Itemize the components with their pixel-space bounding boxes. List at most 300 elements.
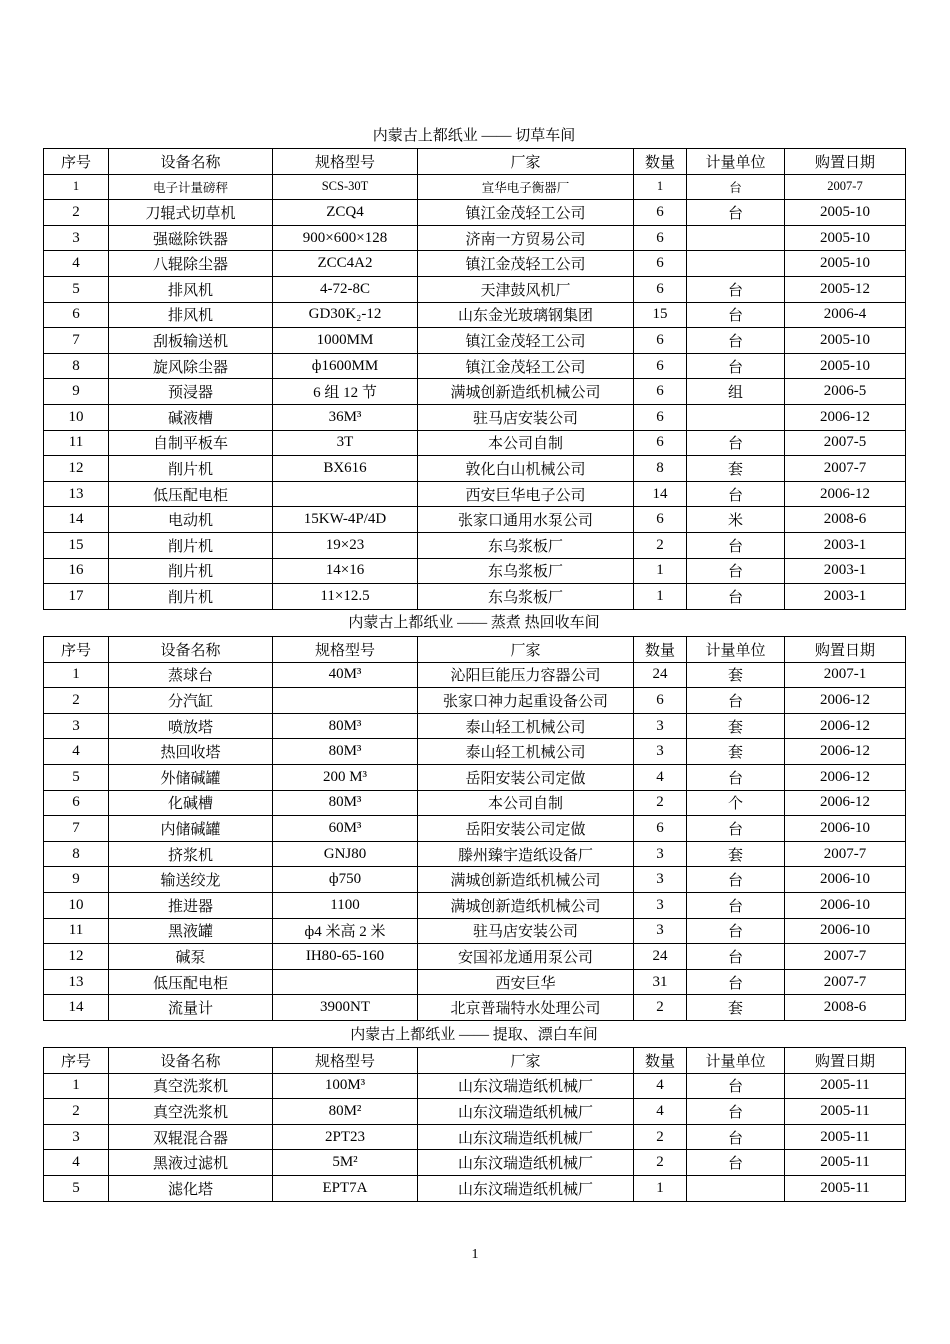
quantity-cell: 6 [634, 328, 687, 354]
unit-cell: 套 [687, 995, 785, 1021]
quantity-cell: 1 [634, 558, 687, 584]
unit-cell: 台 [687, 1150, 785, 1176]
purchase-date-cell: 2006-12 [785, 790, 906, 816]
header-manufacturer: 厂家 [418, 149, 634, 175]
quantity-cell: 2 [634, 790, 687, 816]
serial-number-cell: 12 [44, 456, 109, 482]
section-title-bleaching: 内蒙古上都纸业 —— 提取、漂白车间 [350, 1027, 598, 1043]
table-row [44, 739, 906, 765]
quantity-cell: 2 [634, 532, 687, 558]
table-row [44, 430, 906, 456]
serial-number-cell: 14 [44, 507, 109, 533]
unit-cell: 套 [687, 841, 785, 867]
table-row [44, 764, 906, 790]
header-quantity: 数量 [634, 1048, 687, 1074]
table-row [44, 302, 906, 328]
table-row [44, 841, 906, 867]
quantity-cell: 6 [634, 225, 687, 251]
model-spec-cell: SCS-30T [273, 174, 418, 200]
serial-number-cell: 1 [44, 174, 109, 200]
table-row [44, 1124, 906, 1150]
quantity-cell: 3 [634, 918, 687, 944]
table-row [44, 816, 906, 842]
quantity-cell: 6 [634, 816, 687, 842]
manufacturer-cell: 滕州臻宇造纸设备厂 [418, 841, 634, 867]
equipment-table-bleaching [43, 1047, 906, 1202]
serial-number-cell: 5 [44, 276, 109, 302]
unit-cell: 套 [687, 713, 785, 739]
model-spec-cell: 2PT23 [273, 1124, 418, 1150]
manufacturer-cell: 宣华电子衡器厂 [418, 174, 634, 200]
equipment-name-cell: 黑液过滤机 [109, 1150, 273, 1176]
manufacturer-cell: 西安巨华 [418, 969, 634, 995]
purchase-date-cell: 2007-7 [785, 944, 906, 970]
quantity-cell: 6 [634, 404, 687, 430]
purchase-date-cell: 2006-5 [785, 379, 906, 405]
table-row [44, 200, 906, 226]
model-spec-cell: 19×23 [273, 532, 418, 558]
unit-cell: 组 [687, 379, 785, 405]
header-unit: 计量单位 [687, 1048, 785, 1074]
model-spec-cell: 4-72-8C [273, 276, 418, 302]
table-row [44, 790, 906, 816]
quantity-cell: 6 [634, 276, 687, 302]
purchase-date-cell: 2006-12 [785, 481, 906, 507]
equipment-name-cell: 推进器 [109, 892, 273, 918]
header-quantity: 数量 [634, 149, 687, 175]
equipment-name-cell: 热回收塔 [109, 739, 273, 765]
model-spec-cell: ZCQ4 [273, 200, 418, 226]
manufacturer-cell: 驻马店安装公司 [418, 918, 634, 944]
model-spec-cell: 80M³ [273, 713, 418, 739]
model-spec-cell: 36M³ [273, 404, 418, 430]
unit-cell: 米 [687, 507, 785, 533]
manufacturer-cell: 山东汶瑞造纸机械厂 [418, 1073, 634, 1099]
page-number: 1 [471, 1247, 479, 1262]
purchase-date-cell: 2006-4 [785, 302, 906, 328]
equipment-name-cell: 削片机 [109, 558, 273, 584]
unit-cell: 台 [687, 892, 785, 918]
model-spec-cell: 14×16 [273, 558, 418, 584]
unit-cell: 台 [687, 276, 785, 302]
manufacturer-cell: 东乌浆板厂 [418, 558, 634, 584]
unit-cell [687, 225, 785, 251]
manufacturer-cell: 北京普瑞特水处理公司 [418, 995, 634, 1021]
header-serial-number: 序号 [44, 149, 109, 175]
purchase-date-cell: 2007-7 [785, 456, 906, 482]
quantity-cell: 6 [634, 688, 687, 714]
table-header-row [44, 637, 906, 663]
serial-number-cell: 5 [44, 764, 109, 790]
serial-number-cell: 4 [44, 251, 109, 277]
equipment-name-cell: 预浸器 [109, 379, 273, 405]
table-header-row [44, 149, 906, 175]
table-row [44, 688, 906, 714]
model-spec-cell: 1100 [273, 892, 418, 918]
manufacturer-cell: 张家口通用水泵公司 [418, 507, 634, 533]
purchase-date-cell: 2005-11 [785, 1073, 906, 1099]
table-row [44, 584, 906, 610]
manufacturer-cell: 岳阳安装公司定做 [418, 764, 634, 790]
unit-cell: 台 [687, 918, 785, 944]
unit-cell: 台 [687, 764, 785, 790]
serial-number-cell: 10 [44, 404, 109, 430]
unit-cell: 台 [687, 688, 785, 714]
manufacturer-cell: 山东金光玻璃钢集团 [418, 302, 634, 328]
model-spec-cell: 80M³ [273, 739, 418, 765]
serial-number-cell: 6 [44, 302, 109, 328]
quantity-cell: 6 [634, 251, 687, 277]
manufacturer-cell: 西安巨华电子公司 [418, 481, 634, 507]
table-row [44, 251, 906, 277]
quantity-cell: 31 [634, 969, 687, 995]
purchase-date-cell: 2006-12 [785, 404, 906, 430]
manufacturer-cell: 本公司自制 [418, 790, 634, 816]
manufacturer-cell: 镇江金茂轻工公司 [418, 200, 634, 226]
equipment-name-cell: 碱液槽 [109, 404, 273, 430]
equipment-name-cell: 刮板输送机 [109, 328, 273, 354]
table-row [44, 276, 906, 302]
model-spec-cell: ф4 米高 2 米 [273, 918, 418, 944]
serial-number-cell: 8 [44, 841, 109, 867]
header-manufacturer: 厂家 [418, 637, 634, 663]
manufacturer-cell: 沁阳巨能压力容器公司 [418, 662, 634, 688]
manufacturer-cell: 山东汶瑞造纸机械厂 [418, 1175, 634, 1201]
purchase-date-cell: 2006-10 [785, 867, 906, 893]
unit-cell [687, 1175, 785, 1201]
unit-cell: 台 [687, 532, 785, 558]
serial-number-cell: 17 [44, 584, 109, 610]
table-row [44, 456, 906, 482]
serial-number-cell: 16 [44, 558, 109, 584]
unit-cell: 台 [687, 353, 785, 379]
table-row [44, 225, 906, 251]
manufacturer-cell: 满城创新造纸机械公司 [418, 892, 634, 918]
manufacturer-cell: 镇江金茂轻工公司 [418, 353, 634, 379]
purchase-date-cell: 2005-10 [785, 200, 906, 226]
unit-cell: 套 [687, 456, 785, 482]
quantity-cell: 3 [634, 841, 687, 867]
equipment-name-cell: 电子计量磅秤 [109, 174, 273, 200]
unit-cell: 套 [687, 662, 785, 688]
manufacturer-cell: 山东汶瑞造纸机械厂 [418, 1099, 634, 1125]
table-row [44, 328, 906, 354]
table-row [44, 1175, 906, 1201]
manufacturer-cell: 泰山轻工机械公司 [418, 739, 634, 765]
purchase-date-cell: 2005-11 [785, 1099, 906, 1125]
purchase-date-cell: 2003-1 [785, 584, 906, 610]
quantity-cell: 2 [634, 995, 687, 1021]
manufacturer-cell: 敦化白山机械公司 [418, 456, 634, 482]
header-model-spec: 规格型号 [273, 637, 418, 663]
manufacturer-cell: 张家口神力起重设备公司 [418, 688, 634, 714]
equipment-name-cell: 内储碱罐 [109, 816, 273, 842]
model-spec-cell: 1000MM [273, 328, 418, 354]
header-equipment-name: 设备名称 [109, 1048, 273, 1074]
purchase-date-cell: 2003-1 [785, 532, 906, 558]
serial-number-cell: 3 [44, 713, 109, 739]
header-equipment-name: 设备名称 [109, 149, 273, 175]
model-spec-cell: ф750 [273, 867, 418, 893]
header-purchase-date: 购置日期 [785, 149, 906, 175]
model-spec-cell: 3T [273, 430, 418, 456]
quantity-cell: 4 [634, 764, 687, 790]
table-row [44, 558, 906, 584]
serial-number-cell: 7 [44, 328, 109, 354]
purchase-date-cell: 2007-1 [785, 662, 906, 688]
quantity-cell: 14 [634, 481, 687, 507]
model-spec-cell: 60M³ [273, 816, 418, 842]
quantity-cell: 6 [634, 430, 687, 456]
equipment-name-cell: 排风机 [109, 302, 273, 328]
table-row [44, 918, 906, 944]
quantity-cell: 24 [634, 944, 687, 970]
serial-number-cell: 1 [44, 662, 109, 688]
header-equipment-name: 设备名称 [109, 637, 273, 663]
equipment-name-cell: 真空洗浆机 [109, 1099, 273, 1125]
equipment-name-cell: 输送绞龙 [109, 867, 273, 893]
manufacturer-cell: 山东汶瑞造纸机械厂 [418, 1124, 634, 1150]
equipment-name-cell: 外储碱罐 [109, 764, 273, 790]
model-spec-cell [273, 688, 418, 714]
model-spec-cell [273, 969, 418, 995]
equipment-name-cell: 喷放塔 [109, 713, 273, 739]
quantity-cell: 4 [634, 1073, 687, 1099]
unit-cell: 台 [687, 1124, 785, 1150]
equipment-name-cell: 刀辊式切草机 [109, 200, 273, 226]
table-row [44, 507, 906, 533]
model-spec-cell: 100M³ [273, 1073, 418, 1099]
table-row [44, 867, 906, 893]
equipment-name-cell: 低压配电柜 [109, 481, 273, 507]
serial-number-cell: 15 [44, 532, 109, 558]
equipment-table-cooking [43, 636, 906, 1021]
purchase-date-cell: 2005-10 [785, 251, 906, 277]
quantity-cell: 6 [634, 200, 687, 226]
unit-cell: 台 [687, 200, 785, 226]
quantity-cell: 6 [634, 379, 687, 405]
manufacturer-cell: 济南一方贸易公司 [418, 225, 634, 251]
equipment-name-cell: 化碱槽 [109, 790, 273, 816]
table-row [44, 1150, 906, 1176]
manufacturer-cell: 东乌浆板厂 [418, 532, 634, 558]
model-spec-cell: 900×600×128 [273, 225, 418, 251]
model-spec-cell: EPT7A [273, 1175, 418, 1201]
purchase-date-cell: 2006-12 [785, 764, 906, 790]
model-spec-cell: 15KW-4P/4D [273, 507, 418, 533]
unit-cell: 台 [687, 174, 785, 200]
unit-cell: 个 [687, 790, 785, 816]
unit-cell: 台 [687, 944, 785, 970]
equipment-name-cell: 电动机 [109, 507, 273, 533]
table-row [44, 353, 906, 379]
table-row [44, 481, 906, 507]
manufacturer-cell: 岳阳安装公司定做 [418, 816, 634, 842]
model-spec-cell: IH80-65-160 [273, 944, 418, 970]
serial-number-cell: 11 [44, 430, 109, 456]
quantity-cell: 3 [634, 713, 687, 739]
unit-cell: 台 [687, 558, 785, 584]
serial-number-cell: 4 [44, 739, 109, 765]
header-serial-number: 序号 [44, 1048, 109, 1074]
equipment-name-cell: 滤化塔 [109, 1175, 273, 1201]
quantity-cell: 1 [634, 1175, 687, 1201]
manufacturer-cell: 满城创新造纸机械公司 [418, 379, 634, 405]
purchase-date-cell: 2008-6 [785, 507, 906, 533]
equipment-name-cell: 碱泵 [109, 944, 273, 970]
purchase-date-cell: 2006-10 [785, 892, 906, 918]
table-row [44, 1099, 906, 1125]
serial-number-cell: 2 [44, 688, 109, 714]
unit-cell: 台 [687, 584, 785, 610]
purchase-date-cell: 2005-11 [785, 1124, 906, 1150]
serial-number-cell: 6 [44, 790, 109, 816]
header-unit: 计量单位 [687, 149, 785, 175]
serial-number-cell: 13 [44, 481, 109, 507]
serial-number-cell: 2 [44, 200, 109, 226]
manufacturer-cell: 山东汶瑞造纸机械厂 [418, 1150, 634, 1176]
serial-number-cell: 1 [44, 1073, 109, 1099]
unit-cell [687, 251, 785, 277]
quantity-cell: 3 [634, 739, 687, 765]
table-row [44, 662, 906, 688]
model-spec-cell: GD30K₂-12 [273, 302, 418, 328]
unit-cell: 台 [687, 430, 785, 456]
equipment-name-cell: 分汽缸 [109, 688, 273, 714]
manufacturer-cell: 泰山轻工机械公司 [418, 713, 634, 739]
purchase-date-cell: 2005-10 [785, 353, 906, 379]
manufacturer-cell: 天津鼓风机厂 [418, 276, 634, 302]
table-row [44, 969, 906, 995]
unit-cell: 套 [687, 739, 785, 765]
purchase-date-cell: 2008-6 [785, 995, 906, 1021]
table-row [44, 174, 906, 200]
quantity-cell: 8 [634, 456, 687, 482]
manufacturer-cell: 驻马店安装公司 [418, 404, 634, 430]
model-spec-cell: 3900NT [273, 995, 418, 1021]
unit-cell: 台 [687, 302, 785, 328]
quantity-cell: 24 [634, 662, 687, 688]
purchase-date-cell: 2005-11 [785, 1150, 906, 1176]
model-spec-cell: 11×12.5 [273, 584, 418, 610]
header-model-spec: 规格型号 [273, 149, 418, 175]
serial-number-cell: 11 [44, 918, 109, 944]
section-title-cutting: 内蒙古上都纸业 —— 切草车间 [372, 128, 576, 144]
purchase-date-cell: 2006-10 [785, 918, 906, 944]
purchase-date-cell: 2007-7 [785, 174, 906, 200]
quantity-cell: 15 [634, 302, 687, 328]
table-row [44, 944, 906, 970]
unit-cell: 台 [687, 867, 785, 893]
model-spec-cell: 6 组 12 节 [273, 379, 418, 405]
purchase-date-cell: 2003-1 [785, 558, 906, 584]
serial-number-cell: 12 [44, 944, 109, 970]
purchase-date-cell: 2006-12 [785, 739, 906, 765]
header-quantity: 数量 [634, 637, 687, 663]
header-serial-number: 序号 [44, 637, 109, 663]
serial-number-cell: 3 [44, 1124, 109, 1150]
equipment-name-cell: 流量计 [109, 995, 273, 1021]
manufacturer-cell: 本公司自制 [418, 430, 634, 456]
purchase-date-cell: 2005-10 [785, 225, 906, 251]
serial-number-cell: 14 [44, 995, 109, 1021]
unit-cell: 台 [687, 1099, 785, 1125]
equipment-name-cell: 真空洗浆机 [109, 1073, 273, 1099]
unit-cell: 台 [687, 816, 785, 842]
header-manufacturer: 厂家 [418, 1048, 634, 1074]
serial-number-cell: 13 [44, 969, 109, 995]
quantity-cell: 3 [634, 892, 687, 918]
serial-number-cell: 9 [44, 379, 109, 405]
serial-number-cell: 9 [44, 867, 109, 893]
equipment-name-cell: 蒸球台 [109, 662, 273, 688]
equipment-name-cell: 排风机 [109, 276, 273, 302]
table-row [44, 713, 906, 739]
equipment-table-cutting [43, 148, 906, 610]
equipment-name-cell: 削片机 [109, 456, 273, 482]
equipment-name-cell: 低压配电柜 [109, 969, 273, 995]
model-spec-cell: 200 M³ [273, 764, 418, 790]
model-spec-cell: ZCC4A2 [273, 251, 418, 277]
model-spec-cell: 80M² [273, 1099, 418, 1125]
model-spec-cell: 40M³ [273, 662, 418, 688]
quantity-cell: 4 [634, 1099, 687, 1125]
table-row [44, 892, 906, 918]
serial-number-cell: 4 [44, 1150, 109, 1176]
table-row [44, 532, 906, 558]
equipment-name-cell: 挤浆机 [109, 841, 273, 867]
model-spec-cell: GNJ80 [273, 841, 418, 867]
table-row [44, 379, 906, 405]
manufacturer-cell: 东乌浆板厂 [418, 584, 634, 610]
header-unit: 计量单位 [687, 637, 785, 663]
manufacturer-cell: 满城创新造纸机械公司 [418, 867, 634, 893]
header-purchase-date: 购置日期 [785, 1048, 906, 1074]
section-title-cooking: 内蒙古上都纸业 —— 蒸煮 热回收车间 [348, 615, 600, 631]
model-spec-cell: 80M³ [273, 790, 418, 816]
quantity-cell: 3 [634, 867, 687, 893]
unit-cell: 台 [687, 328, 785, 354]
purchase-date-cell: 2005-12 [785, 276, 906, 302]
quantity-cell: 2 [634, 1124, 687, 1150]
purchase-date-cell: 2007-7 [785, 841, 906, 867]
quantity-cell: 6 [634, 353, 687, 379]
purchase-date-cell: 2006-10 [785, 816, 906, 842]
equipment-name-cell: 削片机 [109, 584, 273, 610]
unit-cell: 台 [687, 1073, 785, 1099]
table-row [44, 404, 906, 430]
manufacturer-cell: 镇江金茂轻工公司 [418, 251, 634, 277]
table-row [44, 995, 906, 1021]
quantity-cell: 2 [634, 1150, 687, 1176]
equipment-name-cell: 八辊除尘器 [109, 251, 273, 277]
model-spec-cell: ф1600MM [273, 353, 418, 379]
serial-number-cell: 2 [44, 1099, 109, 1125]
purchase-date-cell: 2005-11 [785, 1175, 906, 1201]
equipment-name-cell: 双辊混合器 [109, 1124, 273, 1150]
quantity-cell: 6 [634, 507, 687, 533]
unit-cell: 台 [687, 481, 785, 507]
equipment-name-cell: 削片机 [109, 532, 273, 558]
unit-cell: 台 [687, 969, 785, 995]
manufacturer-cell: 安国祁龙通用泵公司 [418, 944, 634, 970]
serial-number-cell: 10 [44, 892, 109, 918]
table-row [44, 1073, 906, 1099]
header-purchase-date: 购置日期 [785, 637, 906, 663]
header-model-spec: 规格型号 [273, 1048, 418, 1074]
equipment-name-cell: 强磁除铁器 [109, 225, 273, 251]
serial-number-cell: 5 [44, 1175, 109, 1201]
